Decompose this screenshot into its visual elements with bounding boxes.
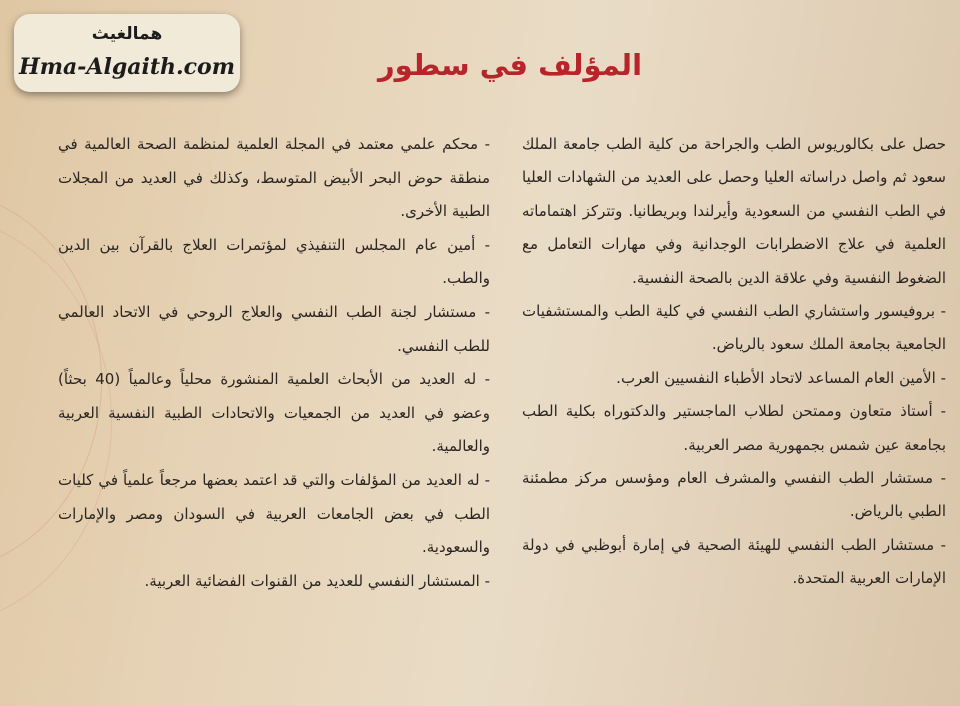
watermark-latin-text: Hma-Algaith.com bbox=[18, 54, 236, 80]
bio-item: - له العديد من الأبحاث العلمية المنشورة محلياً وعالمياً (40 بحثاً) وعضو في العديد من الجمعيات والاتحادات الطبية النفسية العربية والعالمية. bbox=[58, 370, 490, 456]
bio-item: - الأمين العام المساعد لاتحاد الأطباء النفسيين العرب. bbox=[616, 368, 946, 387]
bio-item: - أستاذ متعاون وممتحن لطلاب الماجستير والدكتوراه بكلية الطب بجامعة عين شمس بجمهورية مصر العربية. bbox=[522, 402, 946, 454]
bio-item: - المستشار النفسي للعديد من القنوات الفضائية العربية. bbox=[144, 571, 490, 590]
page-title: المؤلف في سطور bbox=[377, 48, 643, 82]
right-column bbox=[522, 128, 946, 596]
bio-item: - بروفيسور واستشاري الطب النفسي في كلية الطب والمستشفيات الجامعية بجامعة الملك سعود بالرياض. bbox=[522, 302, 946, 354]
bio-item: - له العديد من المؤلفات والتي قد اعتمد بعضها مرجعاً علمياً في كليات الطب في بعض الجامعات العربية في السودان ومصر والإمارات والسعودية. bbox=[58, 470, 490, 557]
watermark-arabic-text: همالغيث bbox=[91, 24, 163, 44]
bio-item: - مستشار لجنة الطب النفسي والعلاج الروحي في الاتحاد العالمي للطب النفسي. bbox=[58, 302, 490, 355]
bio-intro-paragraph: حصل على بكالوريوس الطب والجراحة من كلية الطب جامعة الملك سعود ثم واصل دراساته العليا وحصل على العديد من الشهادات العليا في الطب النفسي من السعودية وأيرلندا وبريطانيا. وتتركز اهتماماته العلمية في علاج الاضطرابات الوجدانية وفي مهارات التعامل مع الضغوط النفسية وفي علاقة الدين بالصحة النفسية. bbox=[522, 135, 946, 287]
bio-item: - مستشار الطب النفسي للهيئة الصحية في إمارة أبوظبي في دولة الإمارات العربية المتحدة. bbox=[522, 535, 946, 588]
site-watermark bbox=[14, 14, 240, 92]
bio-item: - أمين عام المجلس التنفيذي لمؤتمرات العلاج بالقرآن بين الدين والطب. bbox=[58, 235, 490, 288]
left-column bbox=[58, 128, 490, 598]
bio-item: - محكم علمي معتمد في المجلة العلمية لمنظمة الصحة العالمية في منطقة حوض البحر الأبيض المتوسط، وكذلك في العديد من المجلات الطبية الأخرى. bbox=[58, 135, 490, 221]
bio-item: - مستشار الطب النفسي والمشرف العام ومؤسس مركز مطمئنة الطبي بالرياض. bbox=[522, 469, 946, 521]
